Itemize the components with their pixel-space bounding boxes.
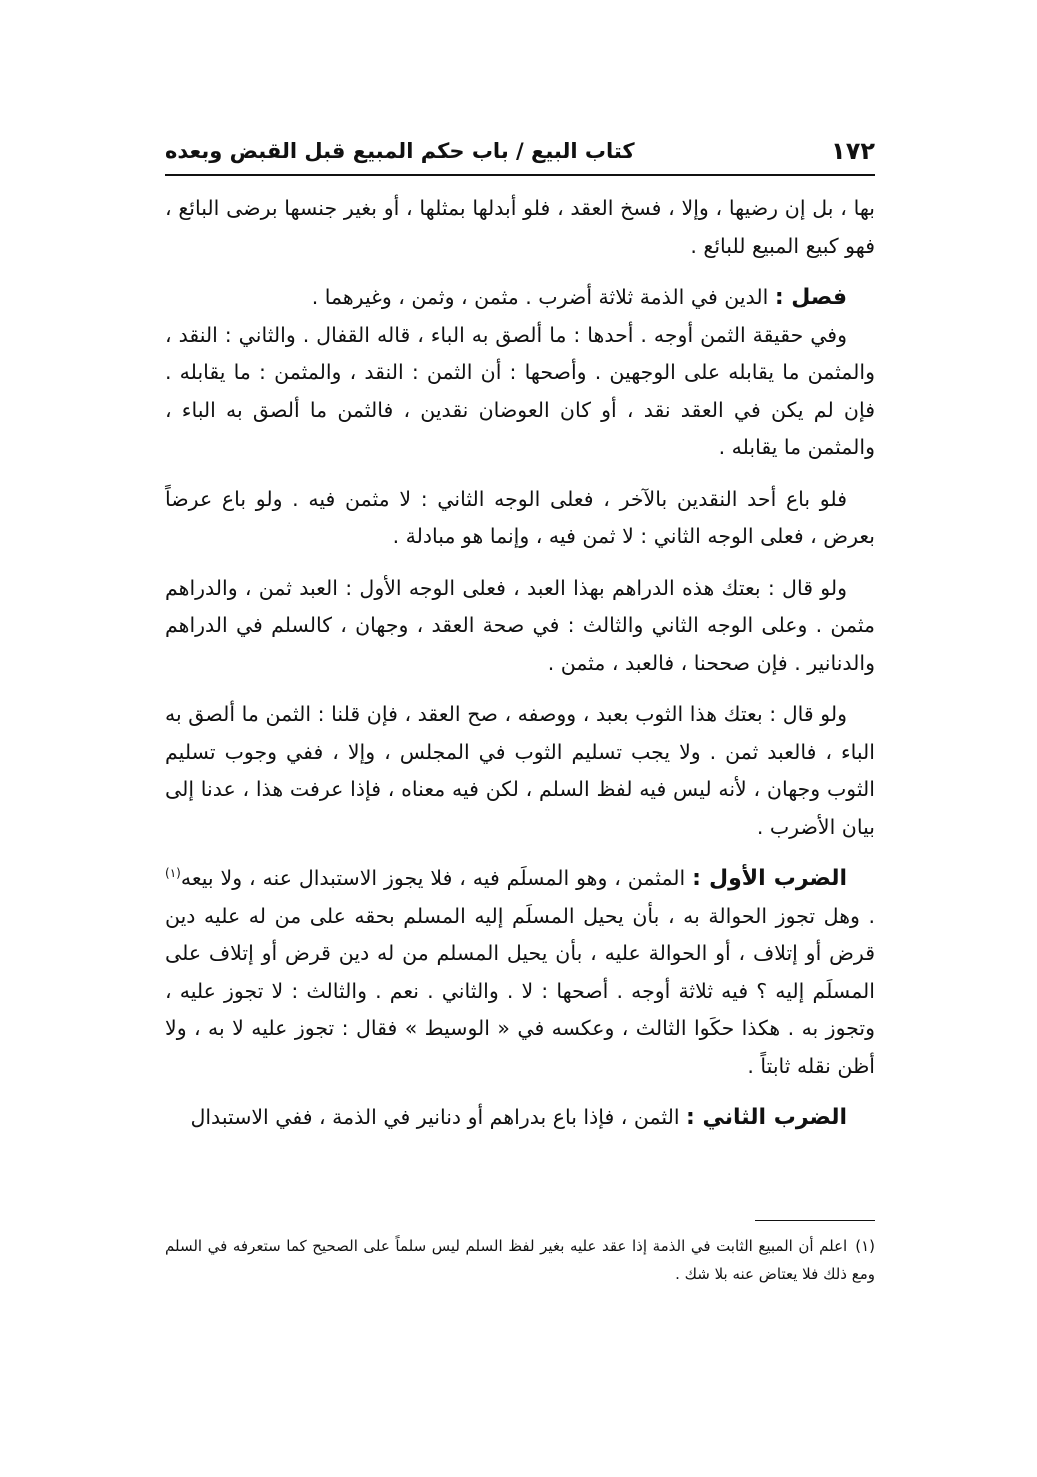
paragraph-6: ولو قال : بعتك هذا الثوب بعبد ، ووصفه ، صح العقد ، فإن قلنا : الثمن ما ألصق به الباء ، فالعبد ثمن . ولا يجب تسليم الثوب في المجلس ، وإلا ، ففي وجوب تسليم الثوب وجهان ، لأنه ليس فيه لفظ السلم ، لكن فيه معناه ، فإذا عرفت هذا ، عدنا إلى بيان الأضرب . — [165, 702, 875, 839]
paragraph-2-text: الدين في الذمة ثلاثة أضرب . مثمن ، وثمن ، وغيرهما . — [311, 285, 775, 309]
paragraph-2 — [165, 279, 875, 317]
footnote-marker: (١) — [855, 1237, 875, 1255]
paragraph-3: وفي حقيقة الثمن أوجه . أحدها : ما ألصق به الباء ، قاله القفال . والثاني : النقد ، والمثمن ما يقابله على الوجهين . وأصحها : أن الثمن : النقد ، والمثمن : ما يقابله . فإن لم يكن في العقد نقد ، أو كان العوضان نقدين ، فالثمن ما ألصق به الباء ، والمثمن ما يقابله . — [165, 322, 875, 459]
header-divider — [165, 174, 875, 176]
footnote — [165, 1232, 875, 1288]
section-heading: فصل : — [774, 285, 847, 310]
page-header — [165, 130, 875, 172]
footnote-divider — [755, 1220, 875, 1221]
running-title: كتاب البيع / باب حكم المبيع قبل القبض وبعده — [165, 139, 635, 163]
paragraph-8 — [165, 1099, 875, 1137]
paragraph-7-text-b: . وهل تجوز الحوالة به ، بأن يحيل المسلَم إليه المسلم بحقه على من له عليه دين قرض أو إتلاف ، أو الحوالة عليه ، بأن يحيل المسلم من له دين قرض أو إتلاف على المسلَم إليه ؟ فيه ثلاثة أوجه . أصحها : لا . والثاني . نعم . والثالث : لا تجوز عليه ، وتجوز به . هكذا حكَوا الثالث ، وعكسه في « الوسيط » فقال : تجوز عليه لا به ، ولا أظن نقله ثابتاً . — [165, 903, 875, 1078]
second-type-heading: الضرب الثاني : — [686, 1105, 847, 1130]
first-type-heading: الضرب الأول : — [692, 866, 848, 891]
paragraph-5: ولو قال : بعتك هذه الدراهم بهذا العبد ، فعلى الوجه الأول : العبد ثمن ، والدراهم مثمن . وعلى الوجه الثاني والثالث : في صحة العقد ، وجهان ، كالسلم في الدراهم والدنانير . فإن صححنا ، فالعبد ، مثمن . — [165, 575, 875, 675]
paragraph-8-text: الثمن ، فإذا باع بدراهم أو دنانير في الذمة ، ففي الاستبدال — [190, 1105, 687, 1129]
footnote-text: اعلم أن المبيع الثابت في الذمة إذا عقد عليه بغير لفظ السلم ليس سلماً على الصحيح كما ستعرفه في السلم ومع ذلك فلا يعتاض عنه بلا شك . — [165, 1237, 875, 1283]
paragraph-7 — [165, 860, 875, 1085]
paragraph-4: فلو باع أحد النقدين بالآخر ، فعلى الوجه الثاني : لا مثمن فيه . ولو باع عرضاً بعرض ، فعلى الوجه الثاني : لا ثمن فيه ، وإنما هو مبادلة . — [165, 486, 875, 548]
page-number: ١٧٢ — [831, 137, 875, 165]
footnote-reference: (١) — [165, 866, 181, 881]
paragraph-1: بها ، بل إن رضيها ، وإلا ، فسخ العقد ، فلو أبدلها بمثلها ، أو بغير جنسها برضى البائع ، فهو كبيع المبيع للبائع . — [165, 196, 875, 258]
paragraph-7-text-a: المثمن ، وهو المسلَم فيه ، فلا يجوز الاستبدال عنه ، ولا بيعه — [180, 866, 693, 890]
body-text — [165, 190, 875, 1137]
